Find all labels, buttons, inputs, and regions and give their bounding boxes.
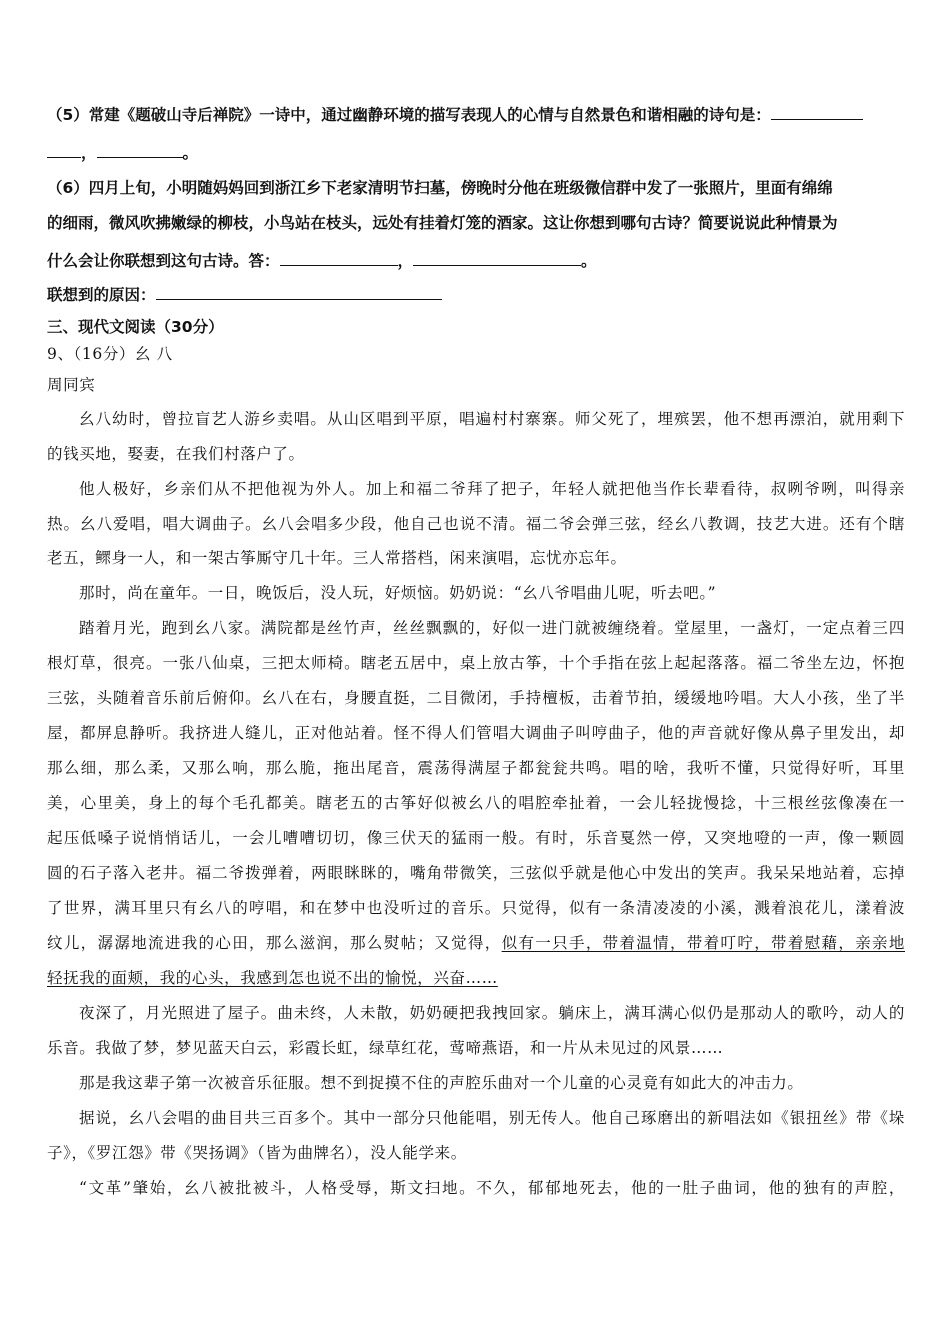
passage-line: 起压低嗓子说悄悄话儿，一会儿嘈嘈切切，像三伏天的猛雨一般。有时，乐音戛然一停，又突地噔的一声，像一颗圆 [47,829,905,847]
passage-text: 纹儿，潺潺地流进我的心田，那么滋润，那么熨帖；又觉得， [47,934,502,952]
q5-separator: ， [81,144,97,162]
passage-line: 乐音。我做了梦，梦见蓝天白云，彩霞长虹，绿草红花，莺啼燕语，和一片从未见过的风景…… [47,1039,724,1057]
q6-reason-blank[interactable] [156,283,442,300]
q9-title: 9、（16分）幺 八 [47,345,173,363]
passage-line: 圆的石子落入老井。福二爷拨弹着，两眼眯眯的，嘴角带微笑，三弦似乎就是他心中发出的笑声。我呆呆地站着，忘掉 [47,864,905,882]
passage-line: 夜深了，月光照进了屋子。曲未终，人未散，奶奶硬把我拽回家。躺床上，满耳满心似仍是那动人的歌吟，动人的 [79,1004,905,1022]
section-3-heading: 三、现代文阅读（30分） [47,318,224,336]
q5-answer-blank-1-cont[interactable] [47,141,81,158]
q6-reason-line [47,283,905,306]
q5-line-2 [47,141,905,164]
passage-line-underlined-end [47,967,905,989]
passage-line: 老五，鳏身一人，和一架古筝厮守几十年。三人常搭档，闲来演唱，忘忧亦忘年。 [47,549,627,567]
q6-answer-blank-2[interactable] [413,249,581,266]
passage-line: 屋，都屏息静听。我挤进人缝儿，正对他站着。怪不得人们管唱大调曲子叫哼曲子，他的声音就好像从鼻子里发出，却 [47,724,905,742]
q6-answer-blank-1[interactable] [280,249,398,266]
passage-line: 踏着月光，跑到幺八家。满院都是丝竹声，丝丝飘飘的，好似一进门就被缠绕着。堂屋里，一盏灯，一定点着三四 [79,619,905,637]
passage-line: 那是我这辈子第一次被音乐征服。想不到捉摸不住的声腔乐曲对一个儿童的心灵竟有如此大的冲击力。 [79,1074,804,1092]
underlined-sentence: 似有一只手，带着温情，带着叮咛，带着慰藉，亲亲地 [501,934,905,952]
q5-answer-blank-2[interactable] [97,141,183,158]
q6-end: 。 [581,252,597,270]
q9-author: 周同宾 [47,376,96,394]
passage-line: 美，心里美，身上的每个毛孔都美。瞎老五的古筝好似被幺八的唱腔牵扯着，一会儿轻拢慢捻，十三根丝弦像凑在一 [47,794,905,812]
passage-line: 了世界，满耳里只有幺八的哼唱，和在梦中也没听过的音乐。只觉得，似有一条清凌凌的小溪，溅着浪花儿，漾着波 [47,899,905,917]
passage-line: 幺八幼时，曾拉盲艺人游乡卖唱。从山区唱到平原，唱遍村村寨寨。师父死了，埋殡罢，他不想再漂泊，就用剩下 [79,410,905,428]
passage-line: 据说，幺八会唱的曲目共三百多个。其中一部分只他能唱，别无传人。他自己琢磨出的新唱法如《银扭丝》带《垛 [79,1109,905,1127]
passage-line: 的钱买地，娶妻，在我们村落户了。 [47,445,305,463]
passage-line: 那时，尚在童年。一日，晚饭后，没人玩，好烦恼。奶奶说：“幺八爷唱曲儿呢，听去吧。” [79,584,717,602]
q5-answer-blank-1[interactable] [771,103,863,120]
q6-reason-label: 联想到的原因： [47,286,156,304]
passage-line-underlined-start [47,932,905,954]
q6-line-3 [47,249,905,272]
q6-line-1: （6）四月上旬，小明随妈妈回到浙江乡下老家清明节扫墓，傍晚时分他在班级微信群中发了一张照片，里面有绵绵 [47,179,833,197]
passage-line: 三弦，头随着音乐前后俯仰。幺八在右，身腰直挺，二目微闭，手持檀板，击着节拍，缓缓地吟唱。大人小孩，坐了半 [47,689,905,707]
q6-line-2: 的细雨，微风吹拂嫩绿的柳枝，小鸟站在枝头，远处有挂着灯笼的酒家。这让你想到哪句古诗？简要说说此种情景为 [47,214,838,232]
passage-line: 那么细，那么柔，又那么响，那么脆，拖出尾音，震荡得满屋子都瓮瓮共鸣。唱的啥，我听不懂，只觉得好听，耳里 [47,759,905,777]
q5-line-1 [47,103,905,126]
q5-text: （5）常建《题破山寺后禅院》一诗中，通过幽静环境的描写表现人的心情与自然景色和谐相融的诗句是： [47,106,771,124]
underlined-sentence: 轻抚我的面颊，我的心头，我感到怎也说不出的愉悦，兴奋…… [47,969,498,987]
passage-line: “文革”肇始，幺八被批被斗，人格受辱，斯文扫地。不久，郁郁地死去，他的一肚子曲词，他的独有的声腔， [79,1179,905,1197]
passage-line: 子》，《罗江怨》带《哭扬调》（皆为曲牌名），没人能学来。 [47,1144,467,1162]
passage-line: 他人极好，乡亲们从不把他视为外人。加上和福二爷拜了把子，年轻人就把他当作长辈看待，叔咧爷咧，叫得亲 [79,480,905,498]
passage-line: 热。幺八爱唱，唱大调曲子。幺八会唱多少段，他自己也说不清。福二爷会弹三弦，经幺八教调，技艺大进。还有个瞎 [47,515,905,533]
passage-line: 根灯草，很亮。一张八仙桌，三把太师椅。瞎老五居中，桌上放古筝，十个手指在弦上起起落落。福二爷坐左边，怀抱 [47,654,905,672]
q6-separator: ， [397,252,414,270]
q5-end: 。 [182,144,199,162]
q6-answer-label: 什么会让你联想到这句古诗。答： [47,252,280,270]
